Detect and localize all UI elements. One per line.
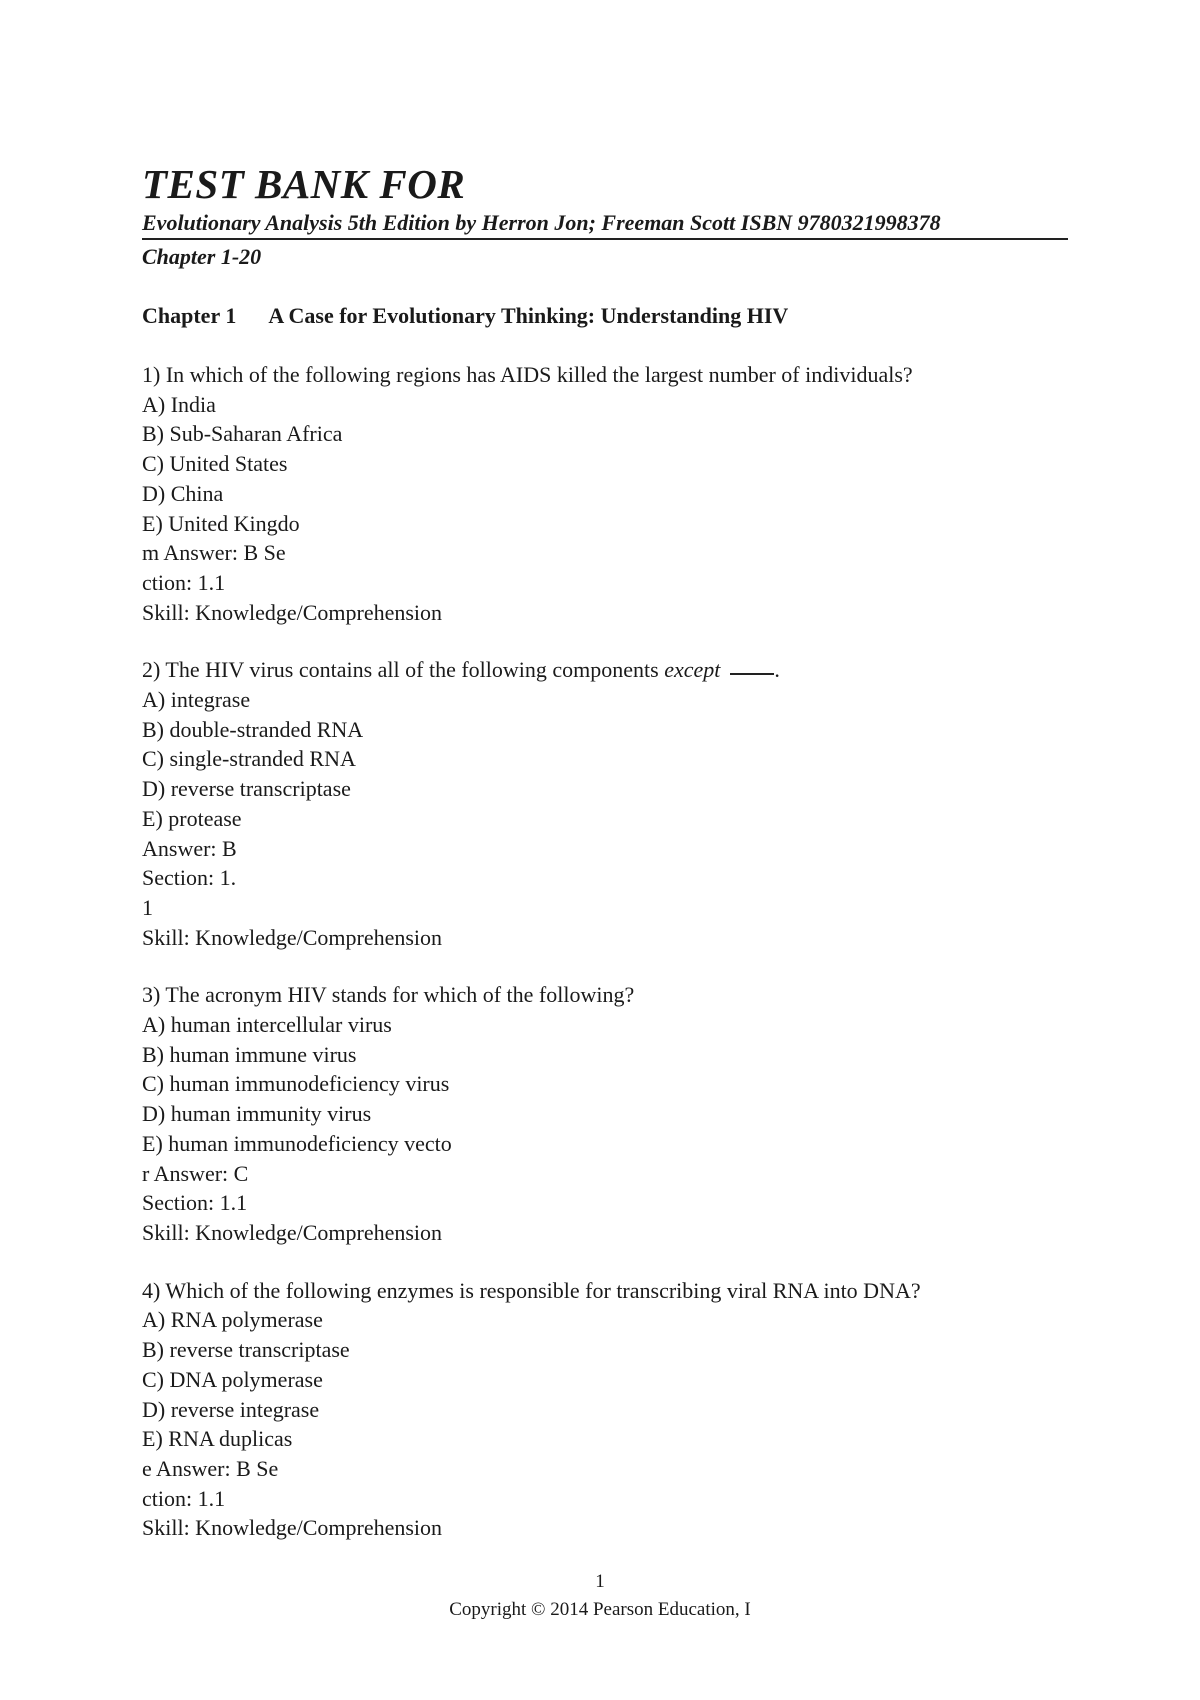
skill-line: Skill: Knowledge/Comprehension [142, 599, 443, 625]
option: D) reverse transcriptase [142, 776, 351, 802]
option: E) RNA duplicas [142, 1426, 293, 1452]
answer-line: r Answer: C [142, 1160, 249, 1186]
section-line: Section: 1.1 [142, 1190, 248, 1216]
page-footer [0, 1568, 1200, 1624]
question-4 [142, 1276, 921, 1543]
document-title: TEST BANK FOR [142, 161, 466, 207]
chapter-range: Chapter 1-20 [142, 244, 262, 269]
option: C) single-stranded RNA [142, 746, 356, 772]
option: C) United States [142, 451, 288, 477]
option: A) RNA polymerase [142, 1307, 323, 1333]
skill-line: Skill: Knowledge/Comprehension [142, 1515, 443, 1541]
option: D) China [142, 480, 224, 506]
chapter-heading [142, 302, 788, 330]
option: E) human immunodeficiency vecto [142, 1130, 452, 1156]
option: C) human immunodeficiency virus [142, 1071, 450, 1097]
option: B) human immune virus [142, 1041, 357, 1067]
option: D) human immunity virus [142, 1101, 372, 1127]
question-2 [142, 655, 921, 952]
question-stem [142, 655, 921, 685]
option: A) human intercellular virus [142, 1012, 392, 1038]
option: B) reverse transcriptase [142, 1337, 350, 1363]
stem-end: . [774, 657, 780, 683]
chapter-title: A Case for Evolutionary Thinking: Understanding HIV [268, 303, 789, 328]
answer-line: m Answer: B Se [142, 540, 286, 566]
stem-emphasis: except [664, 657, 721, 683]
option: A) India [142, 391, 216, 417]
question-list [142, 360, 921, 1571]
option: B) double-stranded RNA [142, 716, 364, 742]
question-stem: 4) Which of the following enzymes is responsible for transcribing viral RNA into DNA? [142, 1277, 921, 1303]
option: C) DNA polymerase [142, 1366, 323, 1392]
option: D) reverse integrase [142, 1396, 320, 1422]
question-1 [142, 360, 921, 627]
option: B) Sub-Saharan Africa [142, 421, 343, 447]
copyright-notice: Copyright © 2014 Pearson Education, I [449, 1599, 751, 1620]
question-3 [142, 980, 921, 1247]
section-line: ction: 1.1 [142, 1485, 226, 1511]
section-line: ction: 1.1 [142, 569, 226, 595]
section-line-continued: 1 [142, 894, 153, 920]
answer-line: Answer: B [142, 835, 237, 861]
skill-line: Skill: Knowledge/Comprehension [142, 924, 443, 950]
section-line: Section: 1. [142, 865, 237, 891]
option: E) United Kingdo [142, 510, 300, 536]
question-stem: 3) The acronym HIV stands for which of the following? [142, 982, 635, 1008]
book-subtitle: Evolutionary Analysis 5th Edition by Herron Jon; Freeman Scott ISBN 9780321998378 [142, 209, 1068, 240]
stem-text: 2) The HIV virus contains all of the following components [142, 657, 659, 683]
option: E) protease [142, 805, 242, 831]
answer-line: e Answer: B Se [142, 1455, 279, 1481]
option: A) integrase [142, 687, 251, 713]
skill-line: Skill: Knowledge/Comprehension [142, 1219, 443, 1245]
question-stem: 1) In which of the following regions has AIDS killed the largest number of individuals? [142, 362, 913, 387]
page-number: 1 [595, 1571, 605, 1592]
chapter-number: Chapter 1 [142, 303, 237, 328]
answer-blank [730, 673, 774, 675]
